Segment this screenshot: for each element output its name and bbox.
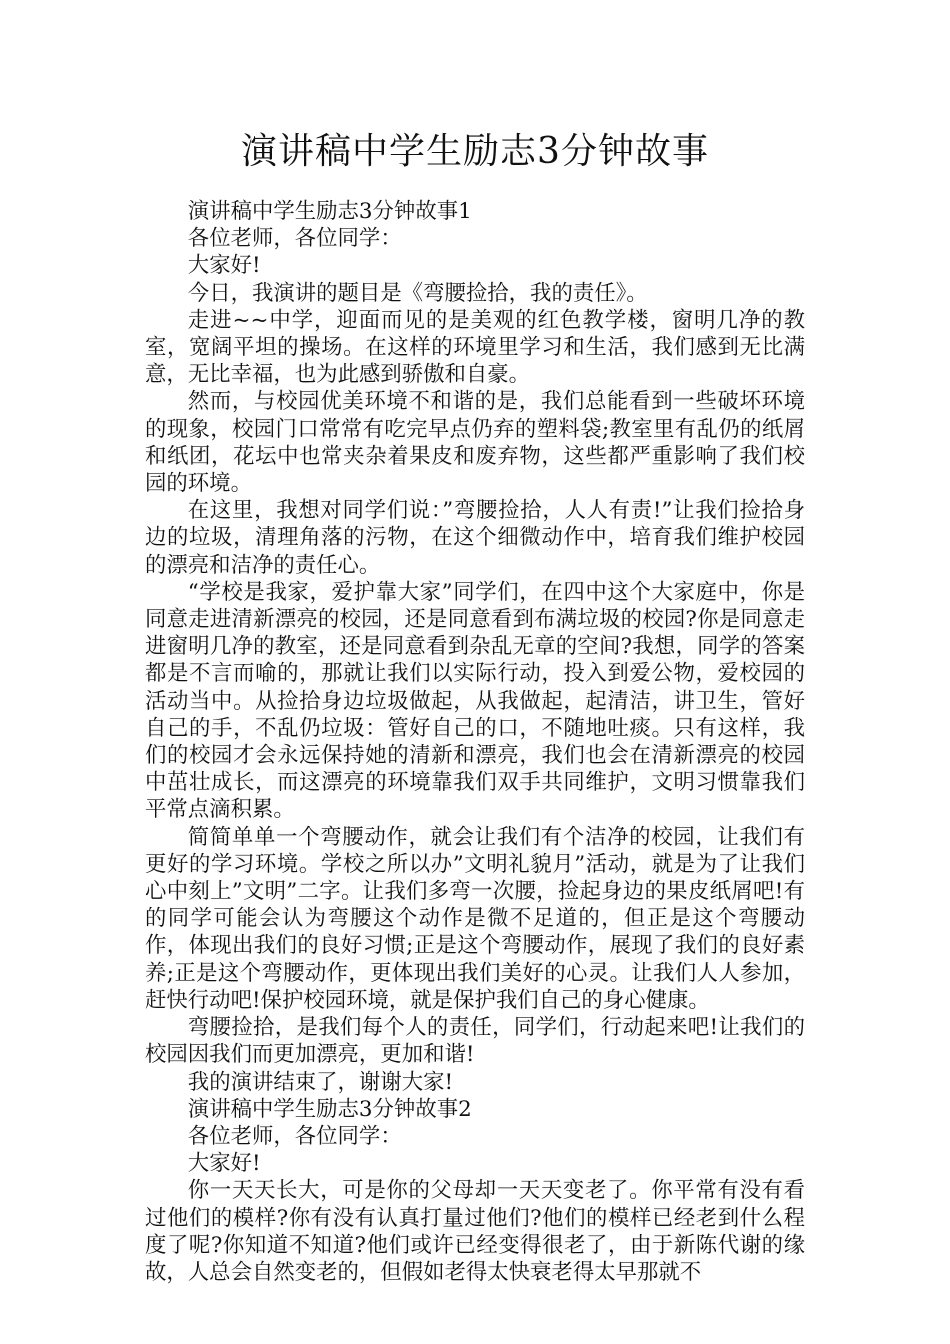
paragraph-body: 在这里，我想对同学们说：”弯腰捡拾，人人有责!”让我们捡拾身边的垃圾，清理角落的污物，在这个细微动作中，培育我们维护校园的漂亮和洁净的责任心。	[145, 498, 805, 578]
paragraph-closing: 我的演讲结束了，谢谢大家!	[187, 1069, 454, 1095]
paragraph-topic: 今日，我演讲的题目是《弯腰捡拾，我的责任》。	[187, 280, 648, 306]
paragraph-body: 走进~~中学，迎面而见的是美观的红色教学楼，窗明几净的教室，宽阔平坦的操场。在这样的环境里学习和生活，我们感到无比满意，无比幸福，也为此感到骄傲和自豪。	[145, 307, 805, 388]
paragraph-body: 你一天天长大，可是你的父母却一天天变老了。你平常有没有看过他们的模样?你有没有认真打量过他们?他们的模样已经老到什么程度了呢?你知道不知道?他们或许已经变得很老了，由于新陈代谢的缘故，人总会自然变老的，但假如老得太快衰老得太早那就不	[145, 1178, 805, 1285]
paragraph-body: “学校是我家，爱护靠大家”同学们，在四中这个大家庭中，你是同意走进清新漂亮的校园，还是同意看到布满垃圾的校园?你是同意走进窗明几净的教室，还是同意看到杂乱无章的空间?我想，同学的答案都是不言而喻的，那就让我们以实际行动，投入到爱公物，爱校园的活动当中。从捡拾身边垃圾做起，从我做起，起清洁，讲卫生，管好自己的手，不乱仍垃圾：管好自己的口，不随地吐痰。只有这样，我们的校园才会永远保持她的清新和漂亮，我们也会在清新漂亮的校园中茁壮成长，而这漂亮的环境靠我们双手共同维护，文明习惯靠我们平常点滴积累。	[145, 579, 805, 823]
paragraph-greeting: 大家好!	[187, 253, 261, 279]
document-title: 演讲稿中学生励志3分钟故事	[241, 131, 709, 172]
paragraph-body: 弯腰捡拾，是我们每个人的责任，同学们，行动起来吧!让我们的校园因我们而更加漂亮，更加和谐!	[145, 1015, 805, 1068]
document-body	[145, 198, 805, 1286]
paragraph-section-heading-1: 演讲稿中学生励志3分钟故事1	[187, 199, 472, 224]
paragraph-body: 简简单单一个弯腰动作，就会让我们有个洁净的校园，让我们有更好的学习环境。学校之所以办”文明礼貌月”活动，就是为了让我们心中刻上”文明”二字。让我们多弯一次腰，捡起身边的果皮纸屑吧!有的同学可能会认为弯腰这个动作是微不足道的，但正是这个弯腰动作，体现出我们的良好习惯;正是这个弯腰动作，展现了我们的良好素养;正是这个弯腰动作，更体现出我们美好的心灵。让我们人人参加，赶快行动吧!保护校园环境，就是保护我们自己的身心健康。	[145, 824, 805, 1013]
paragraph-section-heading-2: 演讲稿中学生励志3分钟故事2	[187, 1096, 472, 1122]
paragraph-salutation: 各位老师，各位同学：	[187, 226, 402, 252]
paragraph-greeting: 大家好!	[187, 1151, 261, 1177]
paragraph-salutation: 各位老师，各位同学：	[187, 1123, 402, 1149]
paragraph-body: 然而，与校园优美环境不和谐的是，我们总能看到一些破坏环境的现象，校园门口常常有吃完早点仍弃的塑料袋;教室里有乱仍的纸屑和纸团，花坛中也常夹杂着果皮和废弃物，这些都严重影响了我们校园的环境。	[145, 389, 805, 497]
